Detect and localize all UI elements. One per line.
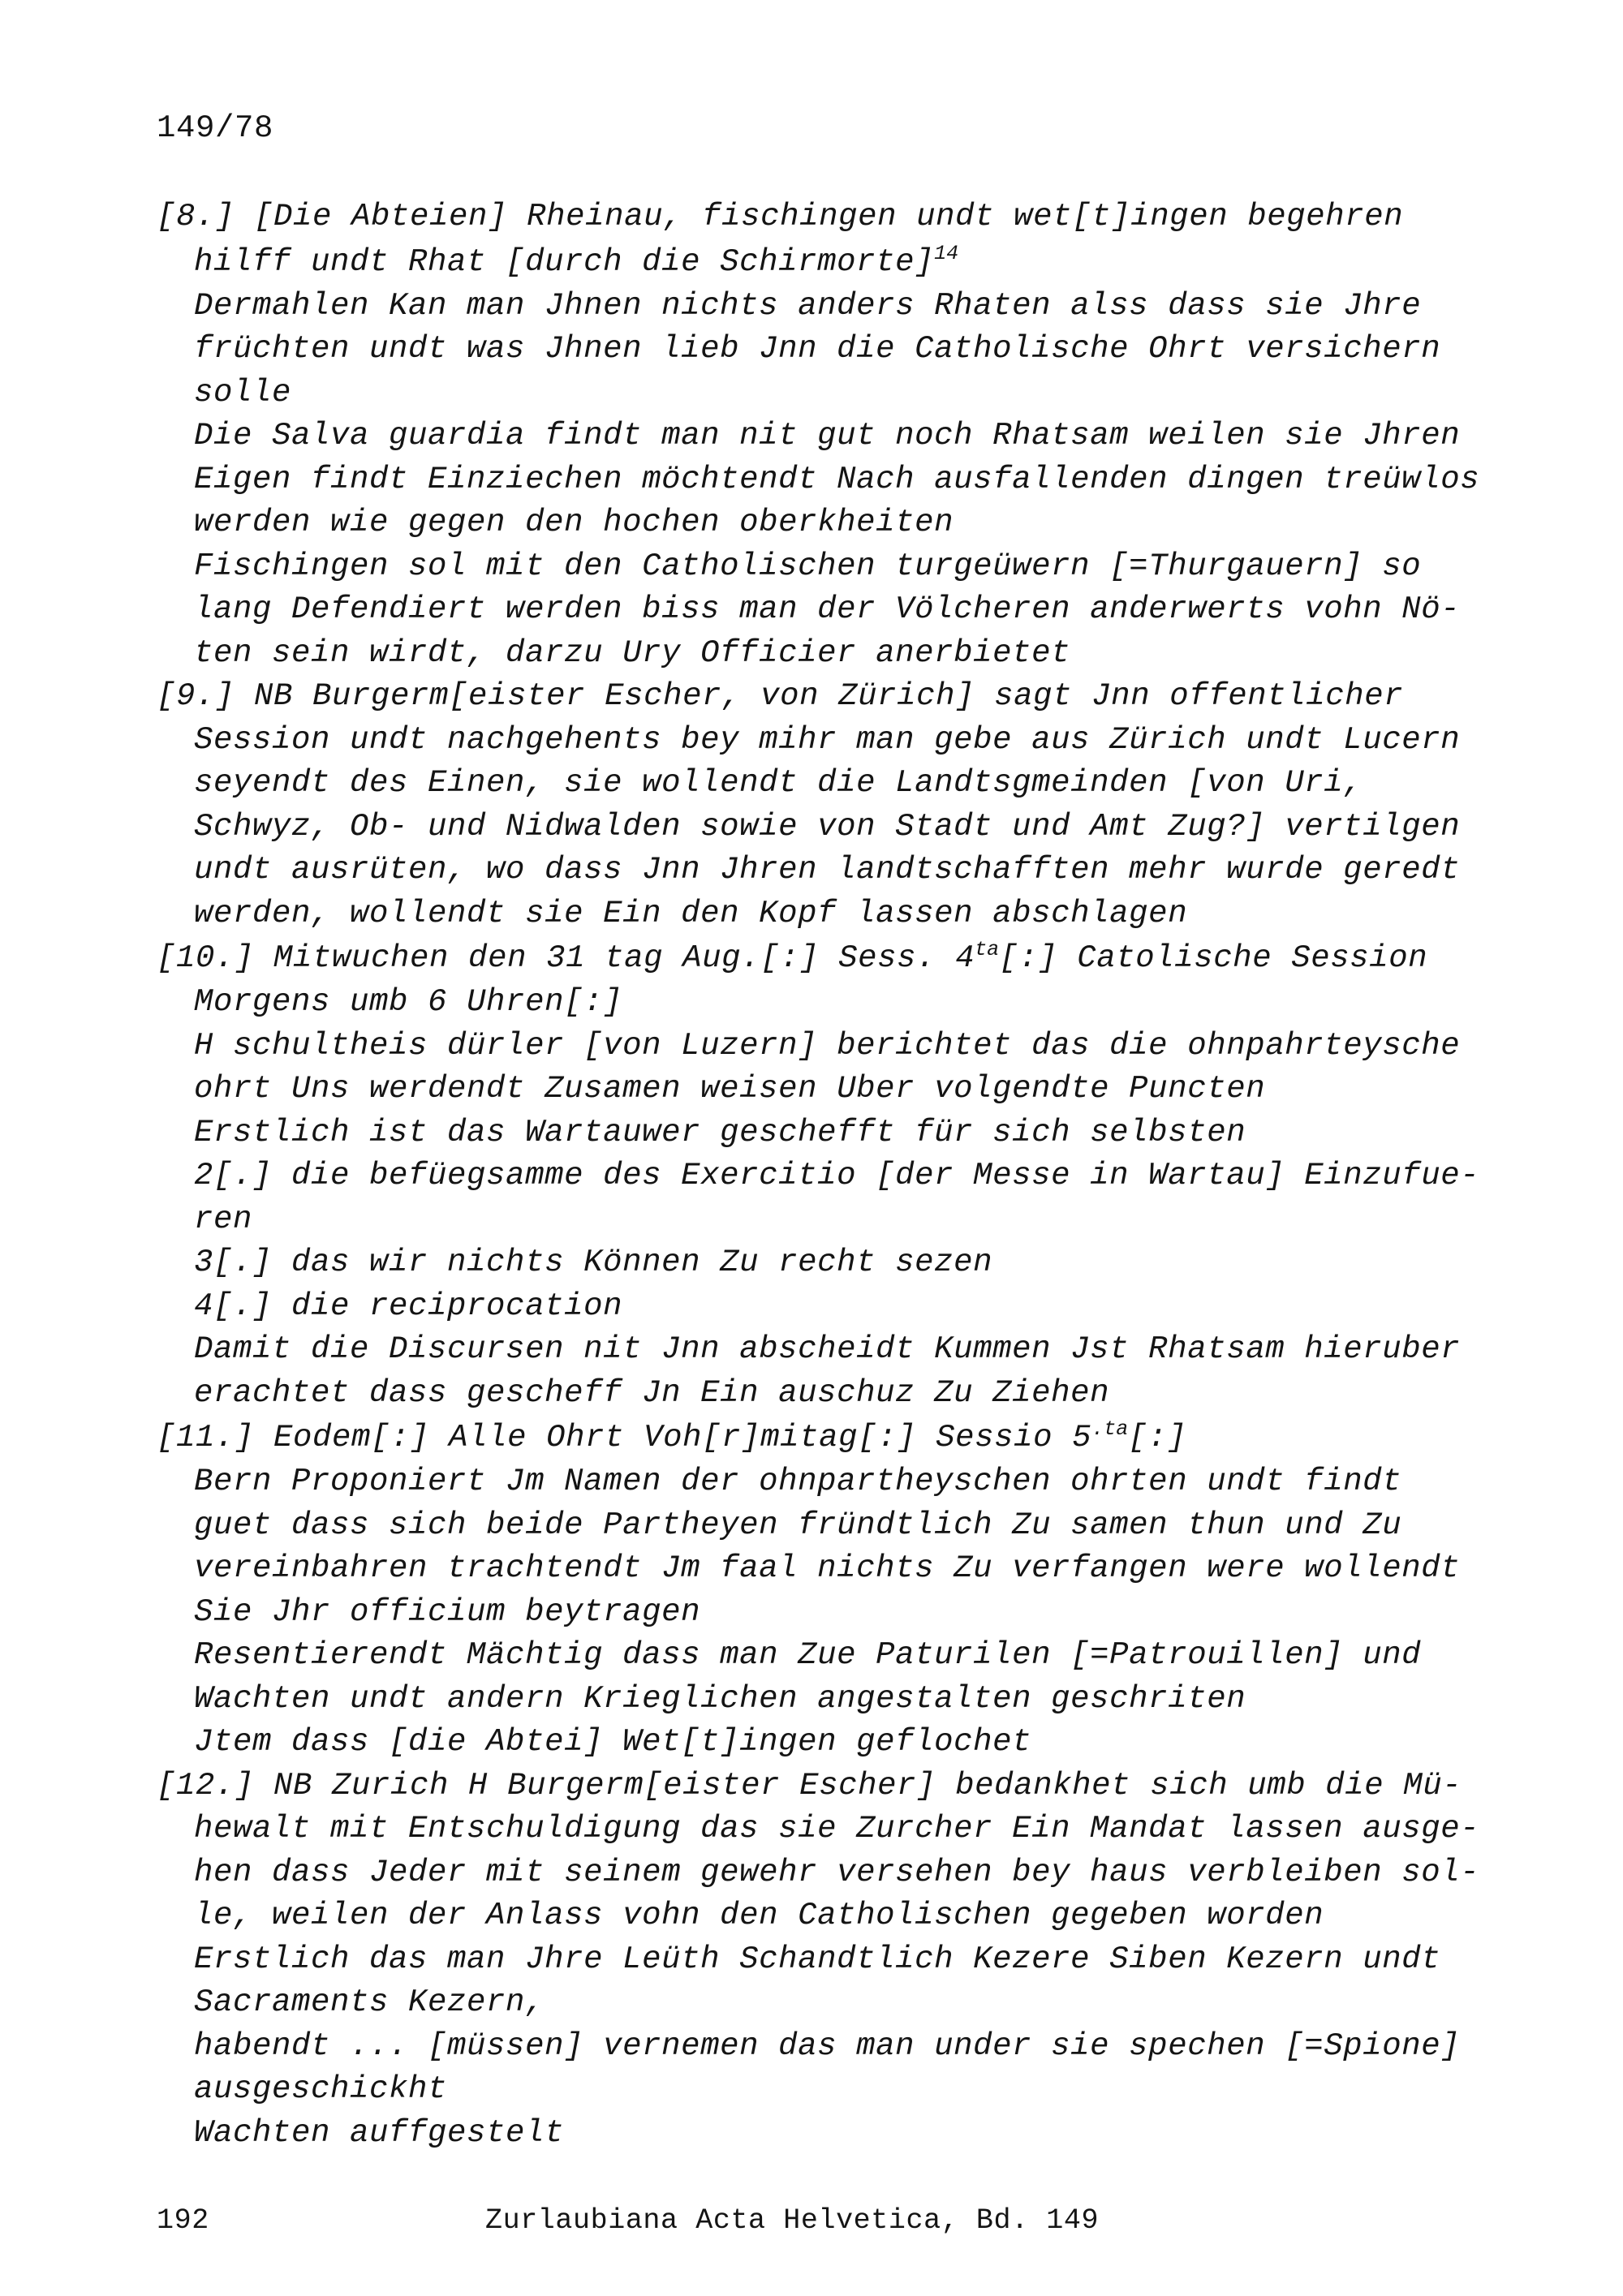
text-line: Schwyz, Ob- und Nidwalden sowie von Stadt und Amt Zug?] vertilgen — [194, 808, 1461, 845]
superscript: .ta — [1091, 1417, 1129, 1441]
entry-12 — [157, 1765, 1487, 2156]
text-line: hen dass Jeder mit seinem gewehr versehen bey haus verbleiben sol- — [194, 1854, 1480, 1890]
superscript: ta — [975, 938, 1000, 961]
text-line: Morgens umb 6 Uhren[:] — [194, 984, 623, 1020]
text-line: Session undt nachgehents bey mihr man gebe aus Zürich undt Lucern — [194, 721, 1461, 758]
text-line: Jtem dass [die Abtei] Wet[t]ingen geflochet — [194, 1724, 1032, 1760]
text-line: ausgeschickht — [194, 2071, 448, 2107]
entry-9 — [157, 675, 1487, 935]
text-line: Erstlich ist das Wartauwer geschefft für sich selbsten — [194, 1114, 1246, 1150]
text-line: Erstlich das man Jhre Leüth Schandtlich Kezere Siben Kezern undt — [194, 1941, 1441, 1977]
text-line: 4[.] die reciprocation — [194, 1288, 623, 1324]
text-line: hewalt mit Entschuldigung das sie Zurcher Ein Mandat lassen ausge- — [194, 1811, 1480, 1847]
text-line: Sie Jhr officium beytragen — [194, 1593, 701, 1630]
text-line: solle — [194, 374, 292, 411]
text-line: [9.] NB Burgerm[eister Escher, von Zürich] sagt Jnn offentlicher — [157, 678, 1404, 714]
text-line: [12.] NB Zurich H Burgerm[eister Escher] bedankhet sich umb die Mü- — [157, 1767, 1462, 1804]
text-line: Dermahlen Kan man Jhnen nichts anders Rhaten alss dass sie Jhre — [194, 287, 1422, 324]
text-line: Fischingen sol mit den Catholischen turgeüwern [=Thurgauern] so — [194, 548, 1422, 584]
text-line: [8.] [Die Abteien] Rheinau, fischingen undt wet[t]ingen begehren — [157, 199, 1404, 234]
text-line: werden, wollendt sie Ein den Kopf lassen abschlagen — [194, 895, 1188, 931]
entry-8 — [157, 196, 1487, 675]
text-line: [10.] Mitwuchen den 31 tag Aug.[:] Sess. $4^{ta}[:]$ Catolische Session — [157, 938, 1428, 976]
text-line: undt ausrüten, wo dass Jnn Jhren landtschafften mehr wurde geredt — [194, 852, 1461, 888]
archive-signature: 149/78 — [157, 110, 274, 146]
footer-series-title: Zurlaubiana Acta Helvetica, Bd. 149 — [485, 2204, 1100, 2237]
text-line: Sacraments Kezern, — [194, 1984, 545, 2020]
footer-page-number: 192 — [157, 2204, 209, 2237]
text-line: habendt ... [müssen] vernemen das man under sie spechen [=Spione] — [194, 2027, 1461, 2064]
text-line: Bern Proponiert Jm Namen der ohnpartheyschen ohrten undt findt — [194, 1464, 1402, 1499]
text-line: ren — [194, 1201, 253, 1237]
text-line: H schultheis dürler [von Luzern] berichtet das die ohnpahrteysche — [194, 1027, 1461, 1064]
text-line: früchten undt was Jhnen lieb Jnn die Catholische Ohrt versichern — [194, 331, 1441, 367]
entry-10 — [157, 935, 1487, 1415]
text-line: Damit die Discursen nit Jnn abscheidt Kummen Jst Rhatsam hieruber — [194, 1331, 1461, 1367]
text-line: werden wie gegen den hochen oberkheiten — [194, 505, 954, 540]
text-line: lang Defendiert werden biss man der Völcheren anderwerts vohn Nö- — [194, 591, 1461, 627]
text-line: 3[.] das wir nichts Können Zu recht sezen — [194, 1245, 993, 1280]
text-line: Resentierendt Mächtig dass man Zue Paturilen [=Patrouillen] und — [194, 1637, 1422, 1673]
text-line: [11.] Eodem[:] Alle Ohrt Voh[r]mitag[:] Sessio $5^{.ta}[:]$ — [157, 1417, 1187, 1455]
text-line: Die Salva guardia findt man nit gut noch Rhatsam weilen sie Jhren — [194, 418, 1461, 454]
document-body — [157, 196, 1487, 2155]
text-line: guet dass sich beide Partheyen fründtlich Zu samen thun und Zu — [194, 1507, 1402, 1543]
footnote-reference: 14 — [934, 241, 959, 265]
text-line: Wachten auffgestelt — [194, 2114, 565, 2151]
text-line: hilff undt Rhat [durch die Schirmorte]$^{14}$ — [194, 241, 959, 280]
text-line: seyendt des Einen, sie wollendt die Landtsgmeinden [von Uri, — [194, 765, 1363, 801]
text-line: Eigen findt Einziechen möchtendt Nach ausfallenden dingen treüwlos — [194, 461, 1480, 497]
text-line: ohrt Uns werdendt Zusamen weisen Uber volgendte Puncten — [194, 1071, 1266, 1107]
text-line: Wachten undt andern Krieglichen angestalten geschriten — [194, 1680, 1246, 1717]
entry-11 — [157, 1415, 1487, 1765]
text-line: le, weilen der Anlass vohn den Catholischen gegeben worden — [194, 1898, 1324, 1933]
text-line: vereinbahren trachtendt Jm faal nichts Zu verfangen were wollendt — [194, 1550, 1461, 1586]
text-line: 2[.] die befüegsamme des Exercitio [der Messe in Wartau] Einzufue- — [194, 1158, 1480, 1193]
text-line: erachtet dass gescheff Jn Ein auschuz Zu Ziehen — [194, 1374, 1110, 1411]
text-line: ten sein wirdt, darzu Ury Officier anerbietet — [194, 634, 1071, 671]
